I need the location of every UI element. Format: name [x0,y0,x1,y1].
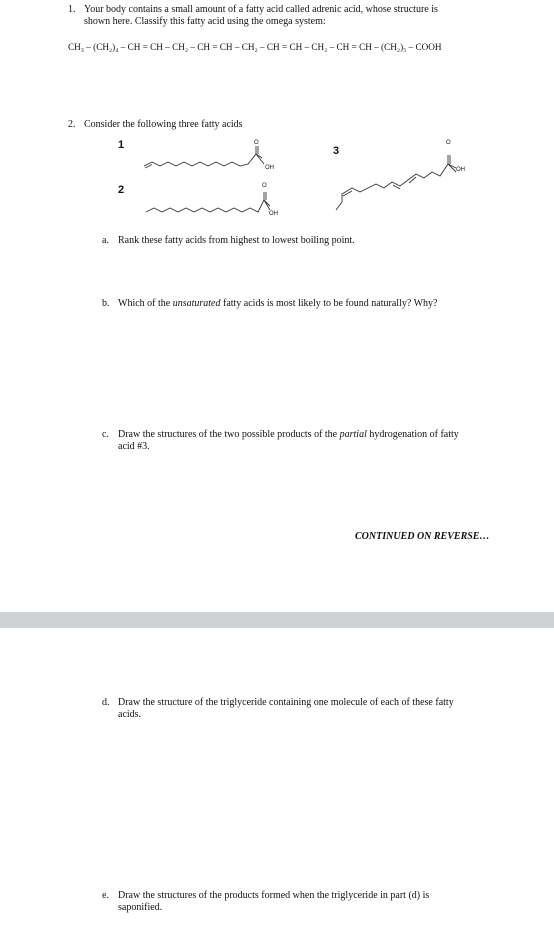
fatty-acid-3-hydroxyl: OH [456,167,465,173]
question-1 [68,4,528,30]
question-2b-text [118,298,437,310]
fatty-acid-label-3: 3 [333,145,340,157]
question-2a-letter: a. [102,235,109,246]
question-2b-post: fatty acids is most likely to be found naturally? Why? [220,298,438,309]
fatty-acid-3-structure [336,150,486,215]
fatty-acid-2-structure [146,192,286,222]
question-2-number: 2. [68,119,76,130]
question-2c-line2: acid #3. [118,441,150,452]
adrenic-acid-formula: CH₃ – (CH₂)₄ – CH = CH – CH₂ – CH = CH – CH₂ – CH = CH – CH₂ – CH = CH – (CH₂)₅ – COOH [68,42,442,52]
fatty-acid-label-1: 1 [118,139,125,151]
question-2c-emphasis: partial [339,429,367,440]
question-2d-line1: Draw the structure of the triglyceride containing one molecule of each of these fatty [118,697,454,708]
question-2d-letter: d. [102,697,110,708]
question-2c-pre: Draw the structures of the two possible products of the [118,429,340,440]
fatty-acid-1-oxygen: O [254,140,259,146]
fatty-acid-2-hydroxyl: OH [269,211,278,217]
question-1-line2: shown here. Classify this fatty acid using the omega system: [84,16,326,27]
fatty-acid-2-oxygen: O [262,183,267,189]
fatty-acid-3-oxygen: O [446,140,451,146]
page-separator [0,612,554,628]
question-2c-post: hydrogenation of fatty [366,429,459,440]
continued-on-reverse-note: CONTINUED ON REVERSE… [355,531,490,542]
worksheet-page-reverse [0,628,554,934]
question-2a-text: Rank these fatty acids from highest to lowest boiling point. [118,235,355,246]
fatty-acid-1-structure [144,148,284,178]
question-2b-letter: b. [102,298,110,309]
question-2e-line2: saponified. [118,902,163,913]
question-2b [102,298,522,310]
fatty-acid-label-2: 2 [118,184,125,196]
question-2a [102,235,522,247]
question-2c-line1 [118,429,459,441]
question-2-intro: Consider the following three fatty acids [84,119,243,130]
question-2c-letter: c. [102,429,109,440]
question-2d [102,697,522,723]
question-2d-line2: acids. [118,709,142,720]
question-2b-emphasis: unsaturated [172,298,221,309]
question-2 [68,119,368,131]
question-1-number: 1. [68,4,76,15]
question-2c [102,429,522,455]
question-1-line1: Your body contains a small amount of a fatty acid called adrenic acid, whose structure is [84,4,438,15]
question-2e [102,890,522,916]
question-2b-pre: Which of the [118,298,173,309]
question-2e-line1: Draw the structures of the products formed when the triglyceride in part (d) is [118,890,430,901]
question-2e-letter: e. [102,890,109,901]
fatty-acid-1-hydroxyl: OH [265,165,274,171]
